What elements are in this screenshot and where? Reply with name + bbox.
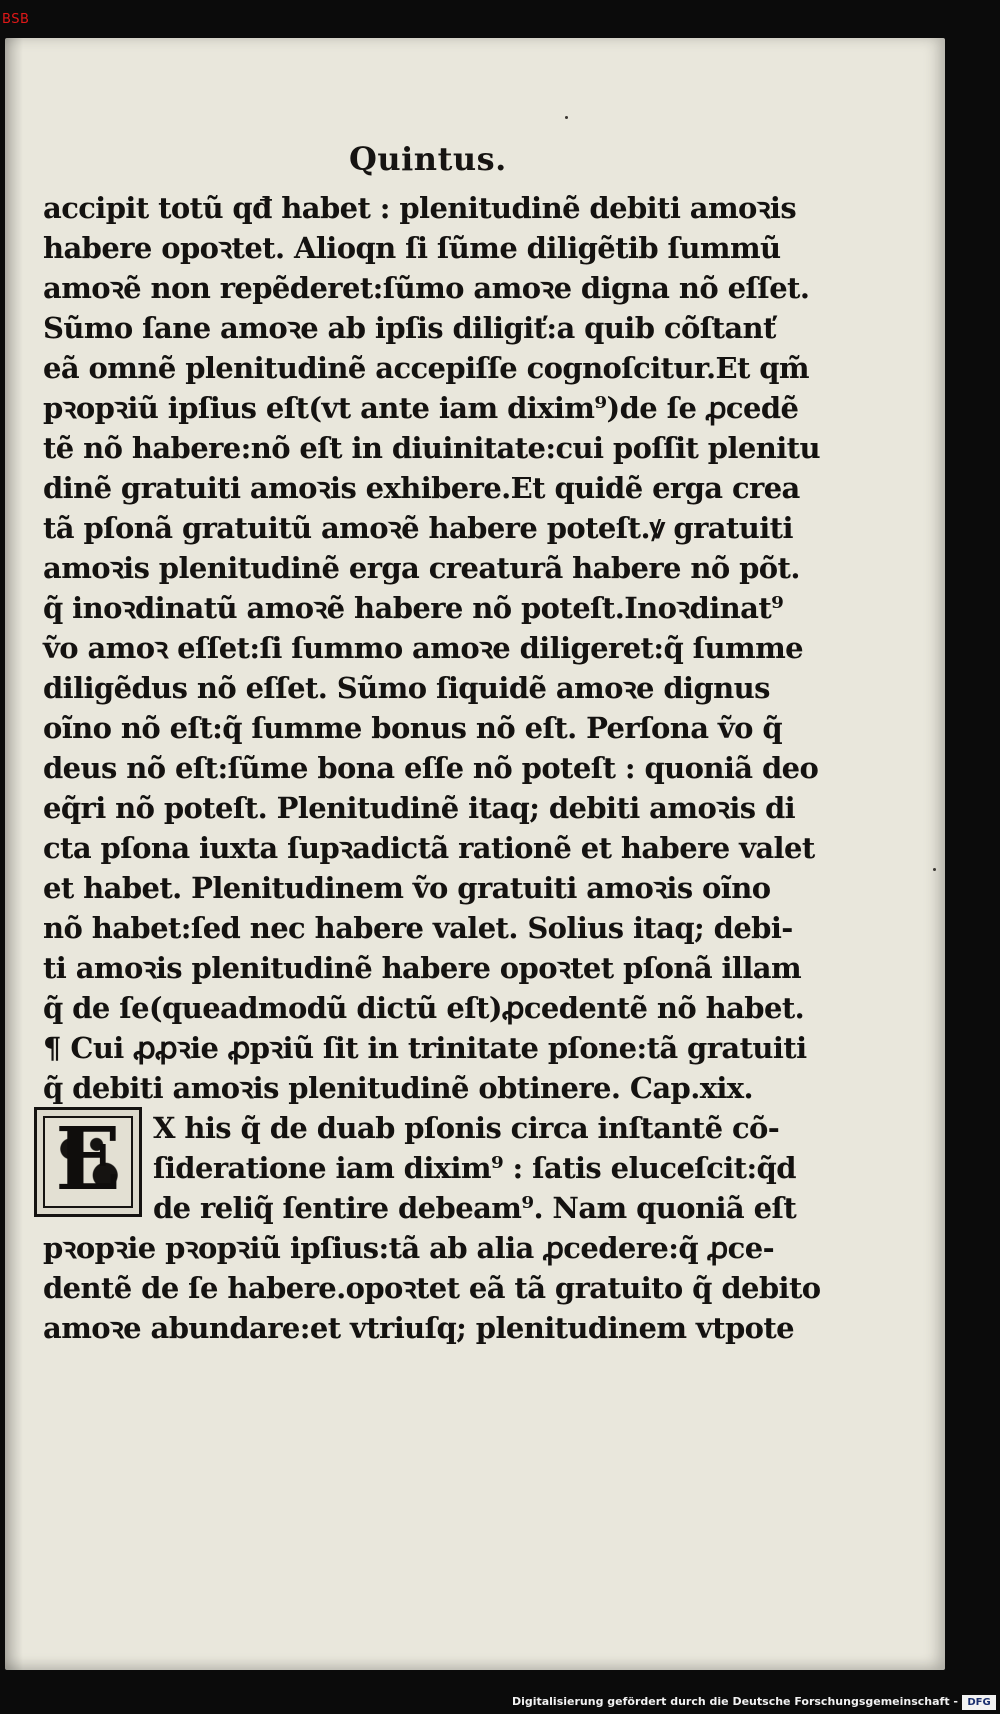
text-line: oĩno nõ eſt:q̃ ſumme bonus nõ eſt. Perſona ṽo q̃ (43, 711, 783, 745)
initial-letter: E (55, 1109, 121, 1210)
text-line: dentẽ de ſe habere.opoꝛtet eã tã gratuito q̃ debito (43, 1271, 821, 1305)
text-line: q̃ de ſe(queadmodũ dictũ eſt)ꝓcedentẽ nõ habet. (43, 991, 805, 1025)
text-line: q̃ inoꝛdinatũ amoꝛẽ habere nõ poteſt.Inoꝛdinat⁹ (43, 591, 784, 625)
text-line: et habet. Plenitudinem ṽo gratuiti amoꝛis oĩno (43, 871, 771, 905)
text-line: ṽo amoꝛ eſſet:ſi ſummo amoꝛe diligeret:q̃ ſumme (43, 631, 804, 665)
text-line: ſideratione iam dixim⁹ : ſatis eluceſcit:q̃d (153, 1151, 796, 1185)
chapter-heading-line: q̃ debiti amoꝛis plenitudinẽ obtinere. Cap.xix. (43, 1071, 753, 1105)
library-mark: BSB (2, 12, 30, 27)
funding-credit: Digitalisierung gefördert durch die Deutsche Forschungsgemeinschaft - (511, 1695, 958, 1708)
running-head: Quintus. (349, 140, 507, 178)
book-page (5, 38, 945, 1670)
text-line: nõ habet:ſed nec habere valet. Solius itaq; debi- (43, 911, 793, 945)
decorated-initial (34, 1107, 142, 1217)
text-line: de reliq̃ ſentire debeam⁹. Nam quoniã eſt (153, 1191, 797, 1225)
text-line: amoꝛe abundare:et vtriuſq; plenitudinem vtpote (43, 1311, 795, 1345)
paper-speck (565, 116, 568, 119)
page-gutter-shadow (5, 38, 23, 1670)
text-line: X his q̃ de duab pſonis circa inſtantẽ cõ- (153, 1111, 780, 1145)
text-line: accipit totũ qđ habet : plenitudinẽ debiti amoꝛis (43, 191, 797, 225)
text-line: diligẽdus nõ eſſet. Sũmo ſiquidẽ amoꝛe dignus (43, 671, 770, 705)
text-line: dinẽ gratuiti amoꝛis exhibere.Et quidẽ erga crea (43, 471, 800, 505)
text-line: Sũmo ſane amoꝛe ab ipſis diligiť:a quib cõſtanť (43, 311, 776, 345)
text-line: amoꝛis plenitudinẽ erga creaturã habere nõ põt. (43, 551, 800, 585)
text-line: eq̃ri nõ poteſt. Plenitudinẽ itaq; debiti amoꝛis di (43, 791, 796, 825)
text-line: ti amoꝛis plenitudinẽ habere opoꝛtet pſonã illam (43, 951, 802, 985)
body-text (43, 188, 833, 1348)
chapter-heading-line: ¶ Cui ꝓꝓꝛie ꝓpꝛiũ ſit in trinitate pſone:tã gratuiti (43, 1031, 807, 1065)
text-line: pꝛopꝛie pꝛopꝛiũ ipſius:tã ab alia ꝓcedere:q̃ ꝓce- (43, 1231, 774, 1265)
text-line: amoꝛẽ non repẽderet:ſũmo amoꝛe digna nõ eſſet. (43, 271, 810, 305)
text-line: pꝛopꝛiũ ipſius eſt(vt ante iam dixim⁹)de ſe ꝓcedẽ (43, 391, 799, 425)
text-line: tã pſonã gratuitũ amoꝛẽ habere poteſt.ꝟ gratuiti (43, 511, 793, 545)
text-line: deus nõ eſt:ſũme bona eſſe nõ poteſt : quoniã deo (43, 751, 819, 785)
text-line: habere opoꝛtet. Alioqn ſi ſũme diligẽtib ſummũ (43, 231, 781, 265)
dfg-logo: DFG (962, 1695, 996, 1710)
text-line: eã omnẽ plenitudinẽ accepiſſe cognoſcitur.Et qm̃ (43, 351, 810, 385)
paper-speck (933, 868, 936, 871)
text-line: cta pſona iuxta ſupꝛadictã rationẽ et habere valet (43, 831, 815, 865)
text-line: tẽ nõ habere:nõ eſt in diuinitate:cui poſſit plenitu (43, 431, 820, 465)
